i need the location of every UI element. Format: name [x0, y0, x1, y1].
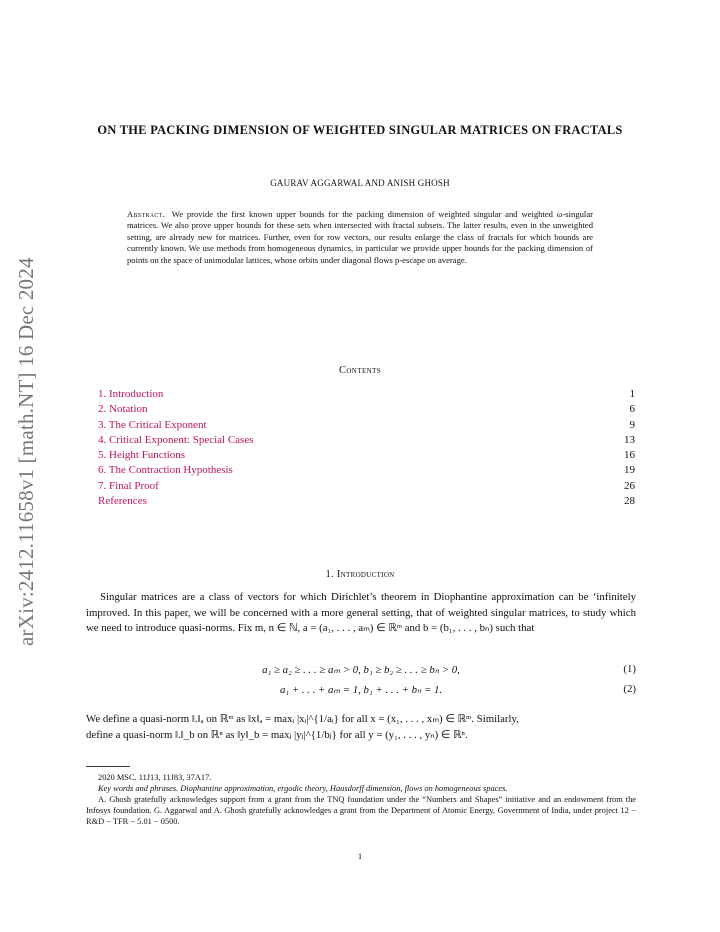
- intro-paragraph: Singular matrices are a class of vectors for which Dirichlet’s theorem in Diophantine approximation can be ‘infinitely improved. In this paper, we will be concerned with a more general setting, that of weighted singular matrices, to study which we need to introduce quasi-norms. Fix m, n ∈ ℕ, a = (a₁, . . . , aₘ) ∈ ℝᵐ and b = (b₁, . . . , bₙ) such that: [86, 591, 636, 634]
- quasi-norm-paragraph: [86, 712, 636, 743]
- toc-entry-page: 6: [629, 403, 635, 416]
- paper-title: ON THE PACKING DIMENSION OF WEIGHTED SINGULAR MATRICES ON FRACTALS: [97, 123, 623, 137]
- toc-entry-page: 1: [629, 388, 635, 400]
- equation-2-number: (2): [623, 683, 636, 695]
- toc-entry-page: 28: [624, 495, 635, 508]
- toc-entry-title[interactable]: 4. Critical Exponent: Special Cases: [98, 433, 254, 446]
- toc-entry-title[interactable]: 3. The Critical Exponent: [98, 418, 207, 431]
- footnote-keywords: Key words and phrases. Diophantine approximation, ergodic theory, Hausdorff dimension, flows on homogeneous spaces.: [98, 784, 508, 793]
- footnote-rule: [86, 766, 130, 767]
- toc-entry-title[interactable]: 7. Final Proof: [98, 479, 159, 492]
- arxiv-identifier: arXiv:2412.11658v1 [math.NT] 16 Dec 2024: [14, 257, 38, 646]
- contents-heading: Contents: [338, 365, 382, 376]
- toc-entry-page: 13: [624, 433, 635, 446]
- footnote-acknowledgements: A. Ghosh gratefully acknowledges support from a grant from the TNQ foundation under the “Numbers and Shapes” initiative and an endowment from the Infosys foundation. G. Aggarwal and A. Ghosh gratefully acknowledges a grant from the Department of Atomic Energy, Government of India, under project 12 − R&D − TFR − 5.01 − 0500.: [86, 795, 636, 826]
- toc-entry-page: 16: [624, 449, 635, 462]
- paper-authors: GAURAV AGGARWAL AND ANISH GHOSH: [270, 178, 450, 188]
- toc-entry-title[interactable]: 2. Notation: [98, 403, 148, 416]
- abstract: [127, 209, 593, 266]
- toc-entry-title[interactable]: 1. Introduction: [98, 388, 164, 400]
- equation-2: [86, 683, 636, 699]
- equation-1-body: a₁ ≥ a₂ ≥ . . . ≥ aₘ > 0, b₁ ≥ b₂ ≥ . . . ≥ bₙ > 0,: [262, 664, 460, 676]
- quasi-norm-line-1: We define a quasi-norm ‖.‖ₐ on ℝᵐ as ‖x‖ₐ = maxᵢ |xᵢ|^{1/aᵢ} for all x = (x₁, . . . , xₘ) ∈ ℝᵐ. Similarly,: [86, 713, 519, 725]
- toc-entry[interactable]: [98, 494, 635, 509]
- toc-entry[interactable]: [98, 433, 635, 448]
- toc-entry-page: 26: [624, 479, 635, 492]
- table-of-contents: [98, 387, 635, 509]
- abstract-text: We provide the first known upper bounds for the packing dimension of weighted singular and weighted ω-singular matrices. We also prove upper bounds for these sets when intersected with fractal subsets. The latter results, even in the unweighted setting, are already new for matrices. Further, even for row vectors, our results enlarge the class of fractals for which bounds are currently known. We use methods from homogeneous dynamics, in particular we provide upper bounds for the packing dimension of points on the space of unimodular lattices, whose orbits under diagonal flows p-escape on average.: [127, 209, 593, 265]
- toc-entry[interactable]: [98, 402, 635, 417]
- toc-entry[interactable]: [98, 418, 635, 433]
- toc-entry-page: 19: [624, 464, 635, 477]
- toc-entry-page: 9: [629, 418, 635, 431]
- section-title: Introduction: [336, 569, 395, 580]
- equation-1: [86, 663, 636, 679]
- toc-entry[interactable]: [98, 448, 635, 463]
- page-number: 1: [357, 851, 363, 861]
- toc-entry-title[interactable]: 5. Height Functions: [98, 449, 186, 462]
- toc-entry-title[interactable]: References: [98, 495, 147, 508]
- toc-entry[interactable]: [98, 387, 635, 402]
- equation-1-number: (1): [623, 663, 636, 675]
- section-heading: [90, 569, 630, 580]
- abstract-label: Abstract.: [127, 209, 166, 219]
- equation-2-body: a₁ + . . . + aₘ = 1, b₁ + . . . + bₙ = 1.: [279, 684, 443, 696]
- section-number: 1.: [325, 569, 334, 580]
- quasi-norm-line-2: define a quasi-norm ‖.‖_b on ℝⁿ as ‖y‖_b = maxⱼ |yⱼ|^{1/bⱼ} for all y = (y₁, . . . , yₙ) ∈ ℝⁿ.: [86, 728, 468, 741]
- footnote-msc: 2020 MSC. 11J13, 11J83, 37A17.: [98, 773, 212, 782]
- toc-entry[interactable]: [98, 479, 635, 494]
- toc-entry[interactable]: [98, 463, 635, 478]
- footnotes: [86, 772, 636, 827]
- toc-entry-title[interactable]: 6. The Contraction Hypothesis: [98, 464, 233, 477]
